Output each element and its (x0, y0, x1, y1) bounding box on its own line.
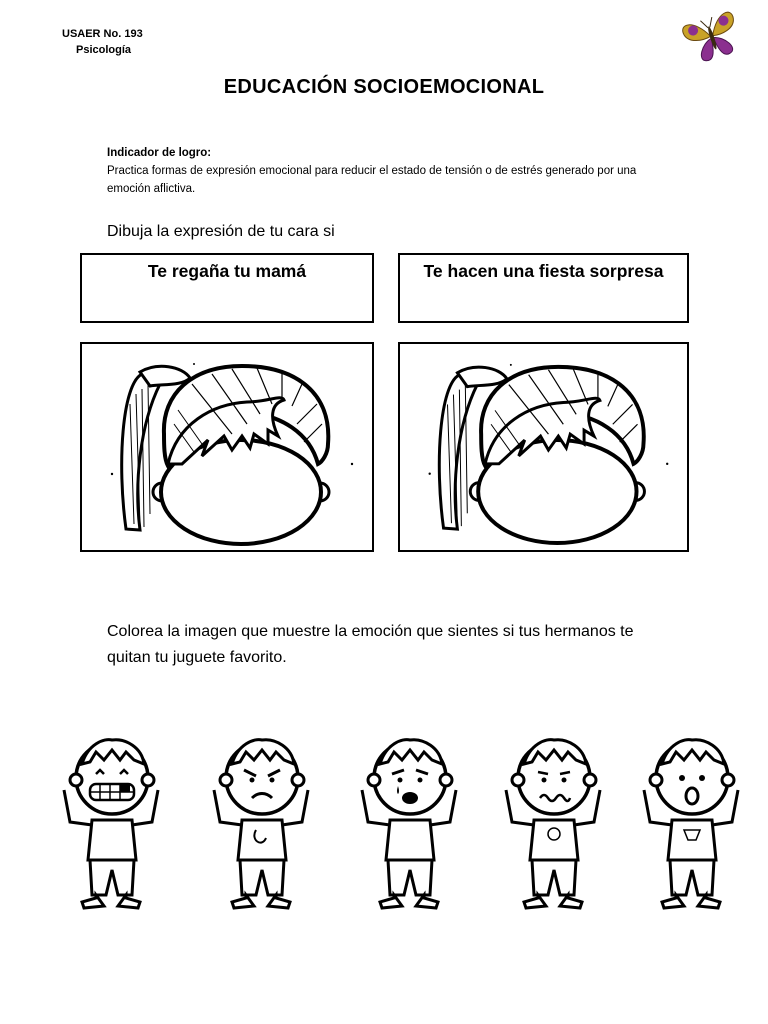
sad-child-icon[interactable] (358, 730, 462, 910)
color-instruction: Colorea la imagen que muestre la emoción que sientes si tus hermanos te quitan tu juguete favorito. (107, 623, 634, 666)
achievement-indicator (107, 144, 667, 198)
draw-instruction: Dibuja la expresión de tu cara si (107, 223, 335, 240)
situation-label: Te hacen una fiesta sorpresa (423, 261, 664, 281)
indicator-label: Indicador de logro: (107, 147, 212, 159)
situation-box-scolded (80, 253, 374, 323)
page-title: EDUCACIÓN SOCIOEMOCIONAL (223, 76, 545, 98)
angry-child-icon[interactable] (210, 730, 314, 910)
drawing-area-scolded[interactable] (80, 342, 374, 552)
school-name: USAER No. 193 (62, 28, 143, 40)
situation-label: Te regaña tu mamá (147, 261, 307, 281)
blank-face-icon (400, 344, 687, 550)
blank-face-icon (82, 344, 372, 550)
situation-box-party (398, 253, 689, 323)
worried-child-icon[interactable] (502, 730, 606, 910)
drawing-area-party[interactable] (398, 342, 689, 552)
surprised-child-icon[interactable] (640, 730, 744, 910)
happy-child-icon[interactable] (60, 730, 164, 910)
school-header (62, 26, 143, 58)
butterfly-icon (680, 8, 744, 66)
indicator-text: Practica formas de expresión emocional para reducir el estado de tensión o de estrés generado por una emoción aflictiva. (107, 165, 637, 195)
department-name: Psicología (76, 44, 132, 56)
